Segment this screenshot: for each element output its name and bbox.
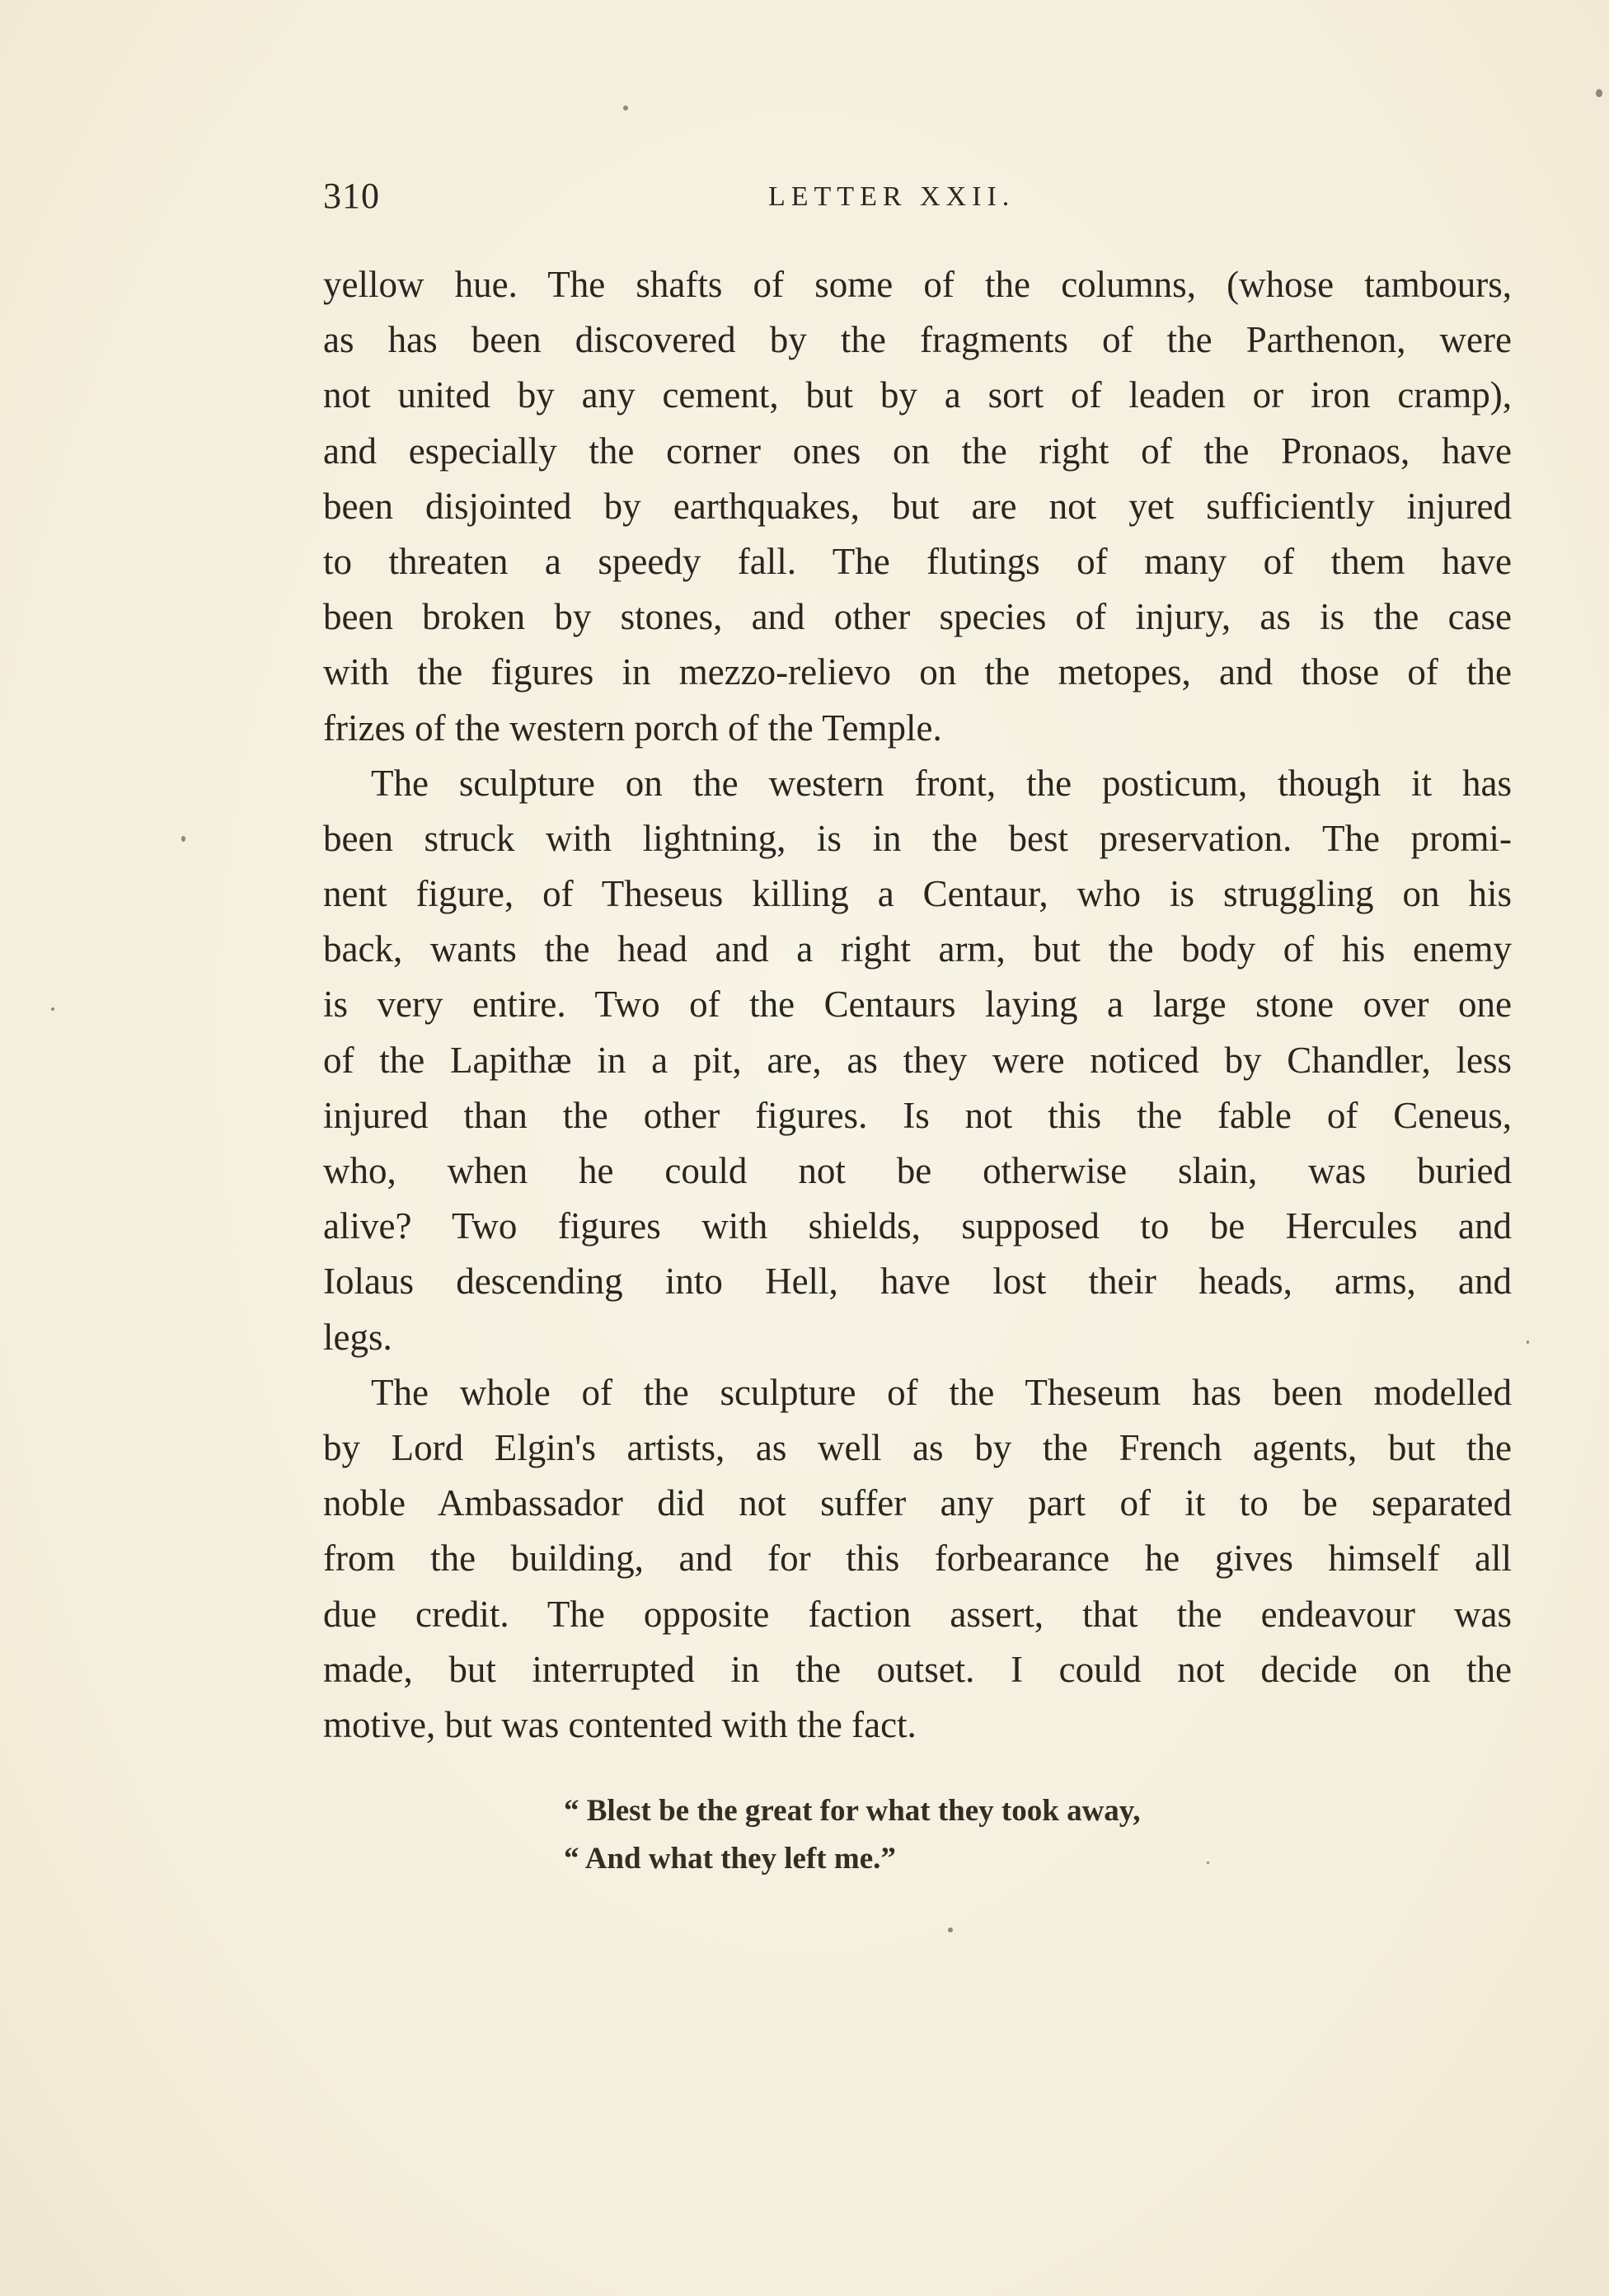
text-line: of the Lapithæ in a pit, are, as they were noticed by Chandler, less bbox=[323, 1039, 1512, 1081]
running-head: LETTER XXII. bbox=[768, 181, 1016, 212]
paper-speck bbox=[181, 836, 185, 842]
paper-speck bbox=[1596, 89, 1602, 97]
text-line: injured than the other figures. Is not this the fable of Ceneus, bbox=[323, 1094, 1512, 1136]
text-line: yellow hue. The shafts of some of the columns, (whose tambours, bbox=[323, 264, 1512, 305]
text-line: due credit. The opposite faction assert, that the endeavour was bbox=[323, 1593, 1512, 1635]
text-line: nent figure, of Theseus killing a Centaur, who is struggling on his bbox=[323, 873, 1512, 915]
text-line: to threaten a speedy fall. The flutings of many of them have bbox=[323, 540, 1512, 582]
quote-line: “ Blest be the great for what they took away, bbox=[564, 1794, 1141, 1828]
text-line: The whole of the sculpture of the Theseum has been modelled bbox=[371, 1371, 1512, 1413]
text-line: Iolaus descending into Hell, have lost their heads, arms, and bbox=[323, 1261, 1512, 1303]
text-line: and especially the corner ones on the right of the Pronaos, have bbox=[323, 430, 1512, 472]
paper-speck bbox=[948, 1927, 953, 1932]
paper-speck bbox=[623, 106, 628, 110]
paper-speck bbox=[51, 1007, 54, 1011]
verse-quotation bbox=[564, 1787, 1141, 1883]
text-line: not united by any cement, but by a sort of leaden or iron cramp), bbox=[323, 374, 1512, 416]
paper-speck bbox=[1207, 1862, 1209, 1864]
text-line: who, when he could not be otherwise slain, was buried bbox=[323, 1150, 1512, 1191]
text-line: frizes of the western porch of the Temple. bbox=[323, 707, 942, 749]
text-line: been broken by stones, and other species of injury, as is the case bbox=[323, 596, 1512, 638]
text-line: been disjointed by earthquakes, but are not yet sufficiently injured bbox=[323, 485, 1512, 527]
text-line: noble Ambassador did not suffer any part of it to be separated bbox=[323, 1482, 1512, 1524]
text-line: from the building, and for this forbearance he gives himself all bbox=[323, 1538, 1512, 1580]
text-line: with the figures in mezzo-relievo on the metopes, and those of the bbox=[323, 651, 1512, 693]
text-line: is very entire. Two of the Centaurs laying a large stone over one bbox=[323, 984, 1512, 1026]
paper-speck bbox=[1527, 1341, 1529, 1344]
text-line: legs. bbox=[323, 1316, 392, 1358]
body-text bbox=[323, 257, 1512, 1753]
page-number: 310 bbox=[323, 176, 380, 216]
text-line: made, but interrupted in the outset. I could not decide on the bbox=[323, 1648, 1512, 1690]
text-line: been struck with lightning, is in the best preservation. The promi- bbox=[323, 817, 1512, 859]
text-line: back, wants the head and a right arm, but the body of his enemy bbox=[323, 928, 1512, 970]
quote-line: “ And what they left me.” bbox=[564, 1842, 896, 1876]
text-line: as has been discovered by the fragments of the Parthenon, were bbox=[323, 319, 1512, 361]
text-line: The sculpture on the western front, the posticum, though it has bbox=[371, 762, 1512, 804]
text-line: by Lord Elgin's artists, as well as by the French agents, but the bbox=[323, 1426, 1512, 1468]
text-line: alive? Two figures with shields, supposed to be Hercules and bbox=[323, 1205, 1512, 1247]
text-line: motive, but was contented with the fact. bbox=[323, 1703, 917, 1745]
page-header bbox=[323, 175, 1510, 224]
